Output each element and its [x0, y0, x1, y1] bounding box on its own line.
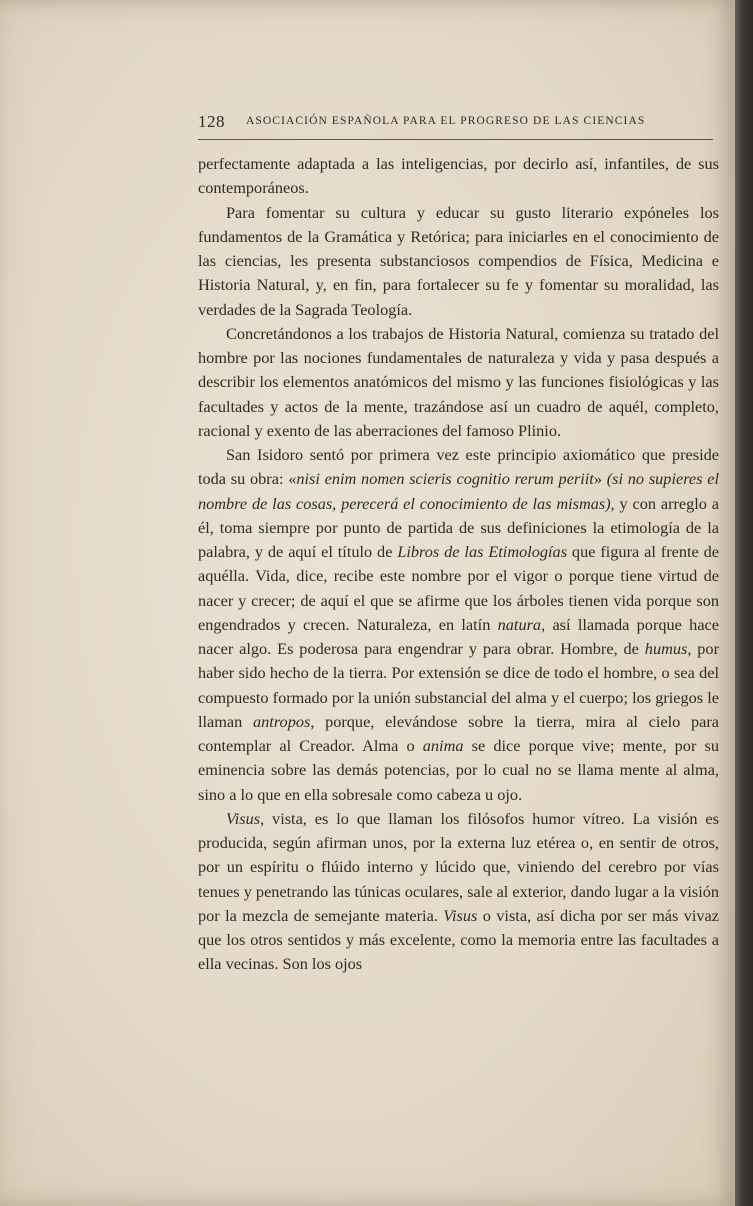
text-run: , porque, elevándose sobre la tierra, mira al cielo para contemplar al Creador. Alma o — [198, 711, 720, 755]
page-number: 128 — [198, 112, 225, 131]
text-run: » — [593, 469, 607, 489]
italic-text-run: Visus — [443, 905, 478, 925]
italic-text-run: humus — [644, 639, 688, 658]
text-run: San Isidoro sentó por primera vez este principio axiomático que preside toda su obra: « — [198, 445, 719, 489]
text-run: o vista, así dicha por ser más vivaz que los otros sentidos y más excelente, como la memoria entre las facultades a ella vecinas. Son los ojos — [198, 905, 720, 974]
header-rule — [198, 139, 713, 140]
text-run: se dice porque vive; mente, por su eminencia sobre las demás potencias, por lo cual no se llama mente al alma, sino a lo que en ella sobresale como cabeza u ojo. — [198, 736, 720, 804]
text-run: , vista, es lo que llaman los filósofos humor vítreo. La visión es producida, según afirman unos, por la externa luz etérea o, en sentir de otros, por un espíritu o flúido interno y lúcido que, viniendo del cerebro por vías tenues y penetrando las túnicas oculares, sale al exterior, dando lugar a la visión por la mezcla de semejante materia. — [198, 808, 719, 925]
text-run: que figura al frente de aquélla. Vida, dice, recibe este nombre por el vigor o porque tiene virtud de nacer y crecer; de aquí el que se afirme que los árboles tienen vida porque son engendrados y crecen. Naturaleza, en latín — [198, 542, 720, 634]
italic-text-run: Libros de las Etimologías — [397, 542, 568, 561]
text-run: , por haber sido hecho de la tierra. Por extensión se dice de todo el hombre, o sea del compuesto formado por la unión substancial del alma y el cuerpo; los griegos le llaman — [198, 639, 719, 731]
italic-text-run: (si no supieres el nombre de las cosas, perecerá el conocimiento de las mismas) — [198, 469, 719, 513]
italic-text-run: nisi enim nomen scieris cognitio rerum periit — [296, 469, 594, 489]
italic-text-run: antropos — [253, 711, 311, 731]
paragraph — [198, 152, 719, 201]
paragraph — [198, 322, 719, 443]
body-text — [198, 152, 719, 977]
text-run: , y con arreglo a él, toma siempre por punto de partida de sus definiciones la etimología de la palabra, y de aquí el título de — [198, 493, 720, 561]
text-run: perfectamente adaptada a las inteligencias, por decirlo así, infantiles, de sus contemporáneos. — [198, 154, 719, 198]
paragraph — [198, 807, 719, 977]
paragraph — [198, 443, 719, 807]
italic-text-run: Visus — [226, 808, 261, 828]
italic-text-run: anima — [422, 736, 464, 755]
running-title: ASOCIACIÓN ESPAÑOLA PARA EL PROGRESO DE LAS CIENCIAS — [246, 115, 646, 127]
text-run: , así llamada porque hace nacer algo. Es poderosa para engendrar y para obrar. Hombre, de — [198, 614, 719, 658]
book-page-edge — [735, 0, 753, 1206]
page-header — [198, 112, 713, 136]
italic-text-run: natura — [497, 614, 542, 634]
text-run: Concretándonos a los trabajos de Historia Natural, comienza su tratado del hombre por las nociones fundamentales de naturaleza y vida y pasa después a describir los elementos anatómicos del mismo y las funciones fisiológicas y las facultades y actos de la mente, trazándose así un cuadro de aquél, completo, racional y exento de las aberraciones del famoso Plinio. — [198, 323, 719, 440]
text-run: Para fomentar su cultura y educar su gusto literario expóneles los fundamentos de la Gramática y Retórica; para iniciarles en el conocimiento de las ciencias, les presenta substanciosos compendios de Física, Medicina e Historia Natural, y, en fin, para fortalecer su fe y fomentar su moralidad, las verdades de la Sagrada Teología. — [198, 202, 719, 319]
paragraph — [198, 201, 719, 322]
